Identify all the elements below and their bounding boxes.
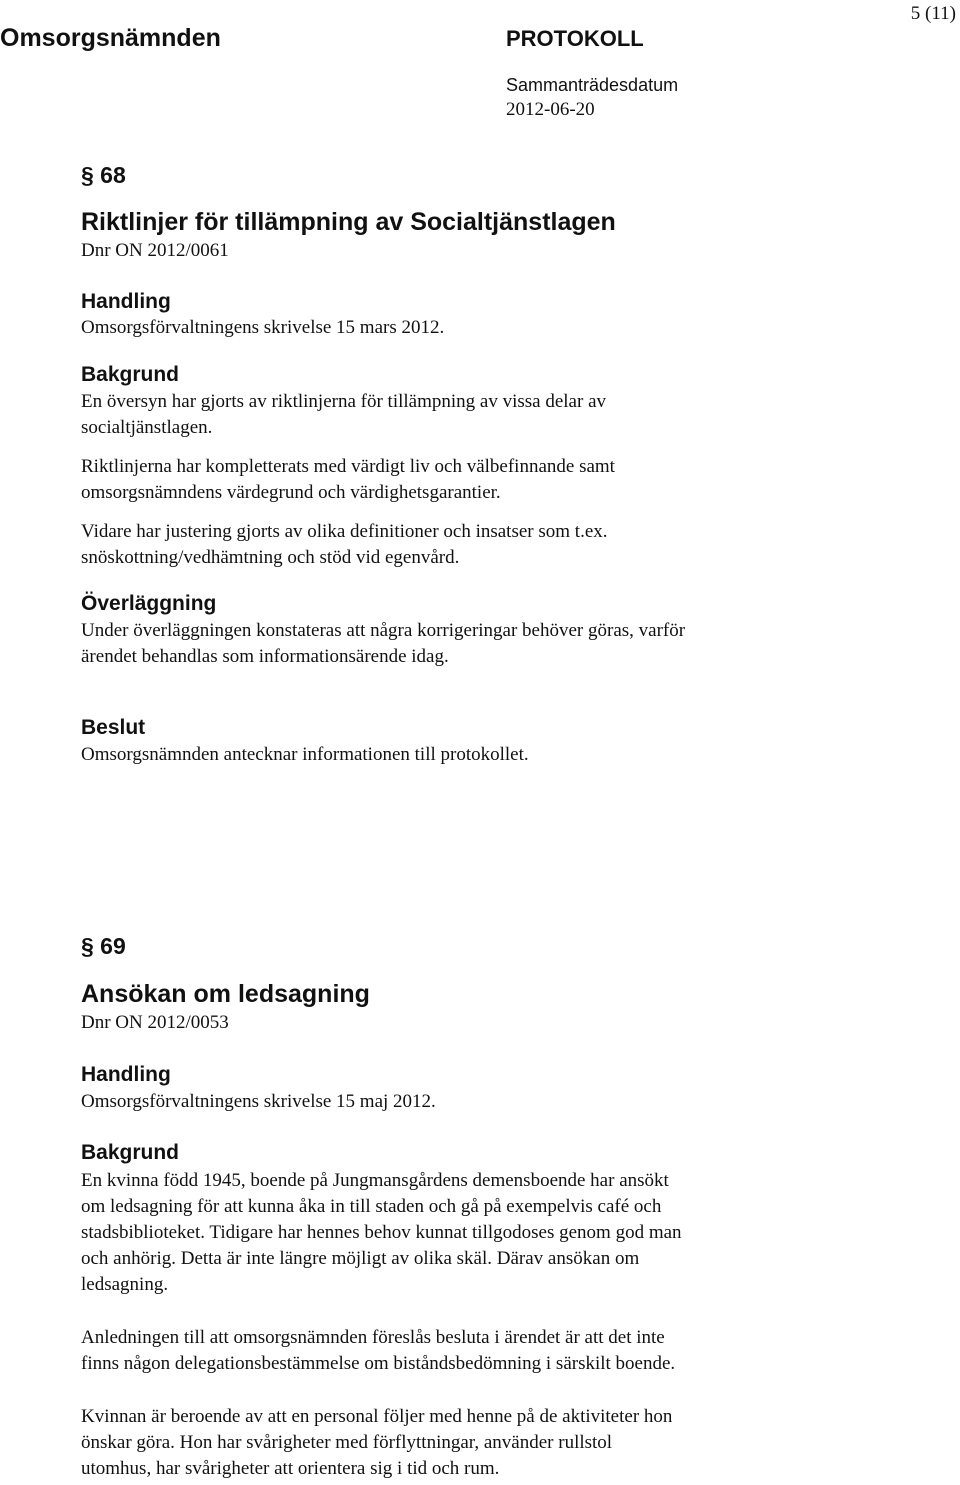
section-69-bakgrund-line: stadsbiblioteket. Tidigare har hennes behov kunnat tillgodoses genom god man xyxy=(81,1222,682,1243)
section-68-dnr: Dnr ON 2012/0061 xyxy=(81,240,229,261)
section-68-bakgrund-line: Riktlinjerna har kompletterats med värdigt liv och välbefinnande samt xyxy=(81,456,615,477)
section-68-bakgrund-line: snöskottning/vedhämtning och stöd vid egenvård. xyxy=(81,547,460,568)
section-68-overlaggning-heading: Överläggning xyxy=(81,592,217,615)
section-69-bakgrund-line: ledsagning. xyxy=(81,1274,169,1295)
section-69-number: § 69 xyxy=(81,933,126,959)
section-69-paragraph-line: önskar göra. Hon har svårigheter med förflyttningar, använder rullstol xyxy=(81,1432,613,1453)
section-68-overlaggning-line: ärendet behandlas som informationsärende idag. xyxy=(81,646,449,667)
section-68-beslut-text: Omsorgsnämnden antecknar informationen till protokollet. xyxy=(81,744,529,765)
section-69-title: Ansökan om ledsagning xyxy=(81,980,370,1008)
section-68-bakgrund-heading: Bakgrund xyxy=(81,363,180,386)
document-type: PROTOKOLL xyxy=(506,26,644,51)
section-69-handling-heading: Handling xyxy=(81,1063,171,1086)
section-68-bakgrund-line: Vidare har justering gjorts av olika definitioner och insatser som t.ex. xyxy=(81,521,608,542)
section-69-bakgrund-line: om ledsagning för att kunna åka in till staden och gå på exempelvis café och xyxy=(81,1196,662,1217)
section-68-overlaggning-line: Under överläggningen konstateras att några korrigeringar behöver göras, varför xyxy=(81,620,686,641)
meeting-date: 2012-06-20 xyxy=(506,99,595,120)
section-68-bakgrund-line: En översyn har gjorts av riktlinjerna för tillämpning av vissa delar av xyxy=(81,391,606,412)
section-68-bakgrund-line: omsorgsnämndens värdegrund och värdighetsgarantier. xyxy=(81,482,501,503)
page-number: 5 (11) xyxy=(910,3,956,24)
section-68-number: § 68 xyxy=(81,162,126,188)
section-68-beslut-heading: Beslut xyxy=(81,716,146,739)
section-69-bakgrund-line: och anhörig. Detta är inte längre möjligt av olika skäl. Därav ansökan om xyxy=(81,1248,640,1269)
section-68-handling-heading: Handling xyxy=(81,290,171,313)
section-69-paragraph-line: utomhus, har svårigheter att orientera sig i tid och rum. xyxy=(81,1458,500,1479)
section-69-paragraph-line: finns någon delegationsbestämmelse om biståndsbedömning i särskilt boende. xyxy=(81,1353,676,1374)
section-68-title: Riktlinjer för tillämpning av Socialtjänstlagen xyxy=(81,208,616,236)
section-69-dnr: Dnr ON 2012/0053 xyxy=(81,1012,229,1033)
committee-name: Omsorgsnämnden xyxy=(0,24,221,52)
section-68-bakgrund-line: socialtjänstlagen. xyxy=(81,417,213,438)
meeting-date-label: Sammanträdesdatum xyxy=(506,75,679,95)
section-69-bakgrund-heading: Bakgrund xyxy=(81,1141,180,1164)
section-69-paragraph-line: Anledningen till att omsorgsnämnden föreslås besluta i ärendet är att det inte xyxy=(81,1327,665,1348)
section-69-bakgrund-line: En kvinna född 1945, boende på Jungmansgårdens demensboende har ansökt xyxy=(81,1170,669,1191)
section-69-handling-text: Omsorgsförvaltningens skrivelse 15 maj 2012. xyxy=(81,1091,436,1112)
section-68-handling-text: Omsorgsförvaltningens skrivelse 15 mars 2012. xyxy=(81,317,445,338)
section-69-paragraph-line: Kvinnan är beroende av att en personal följer med henne på de aktiviteter hon xyxy=(81,1406,673,1427)
